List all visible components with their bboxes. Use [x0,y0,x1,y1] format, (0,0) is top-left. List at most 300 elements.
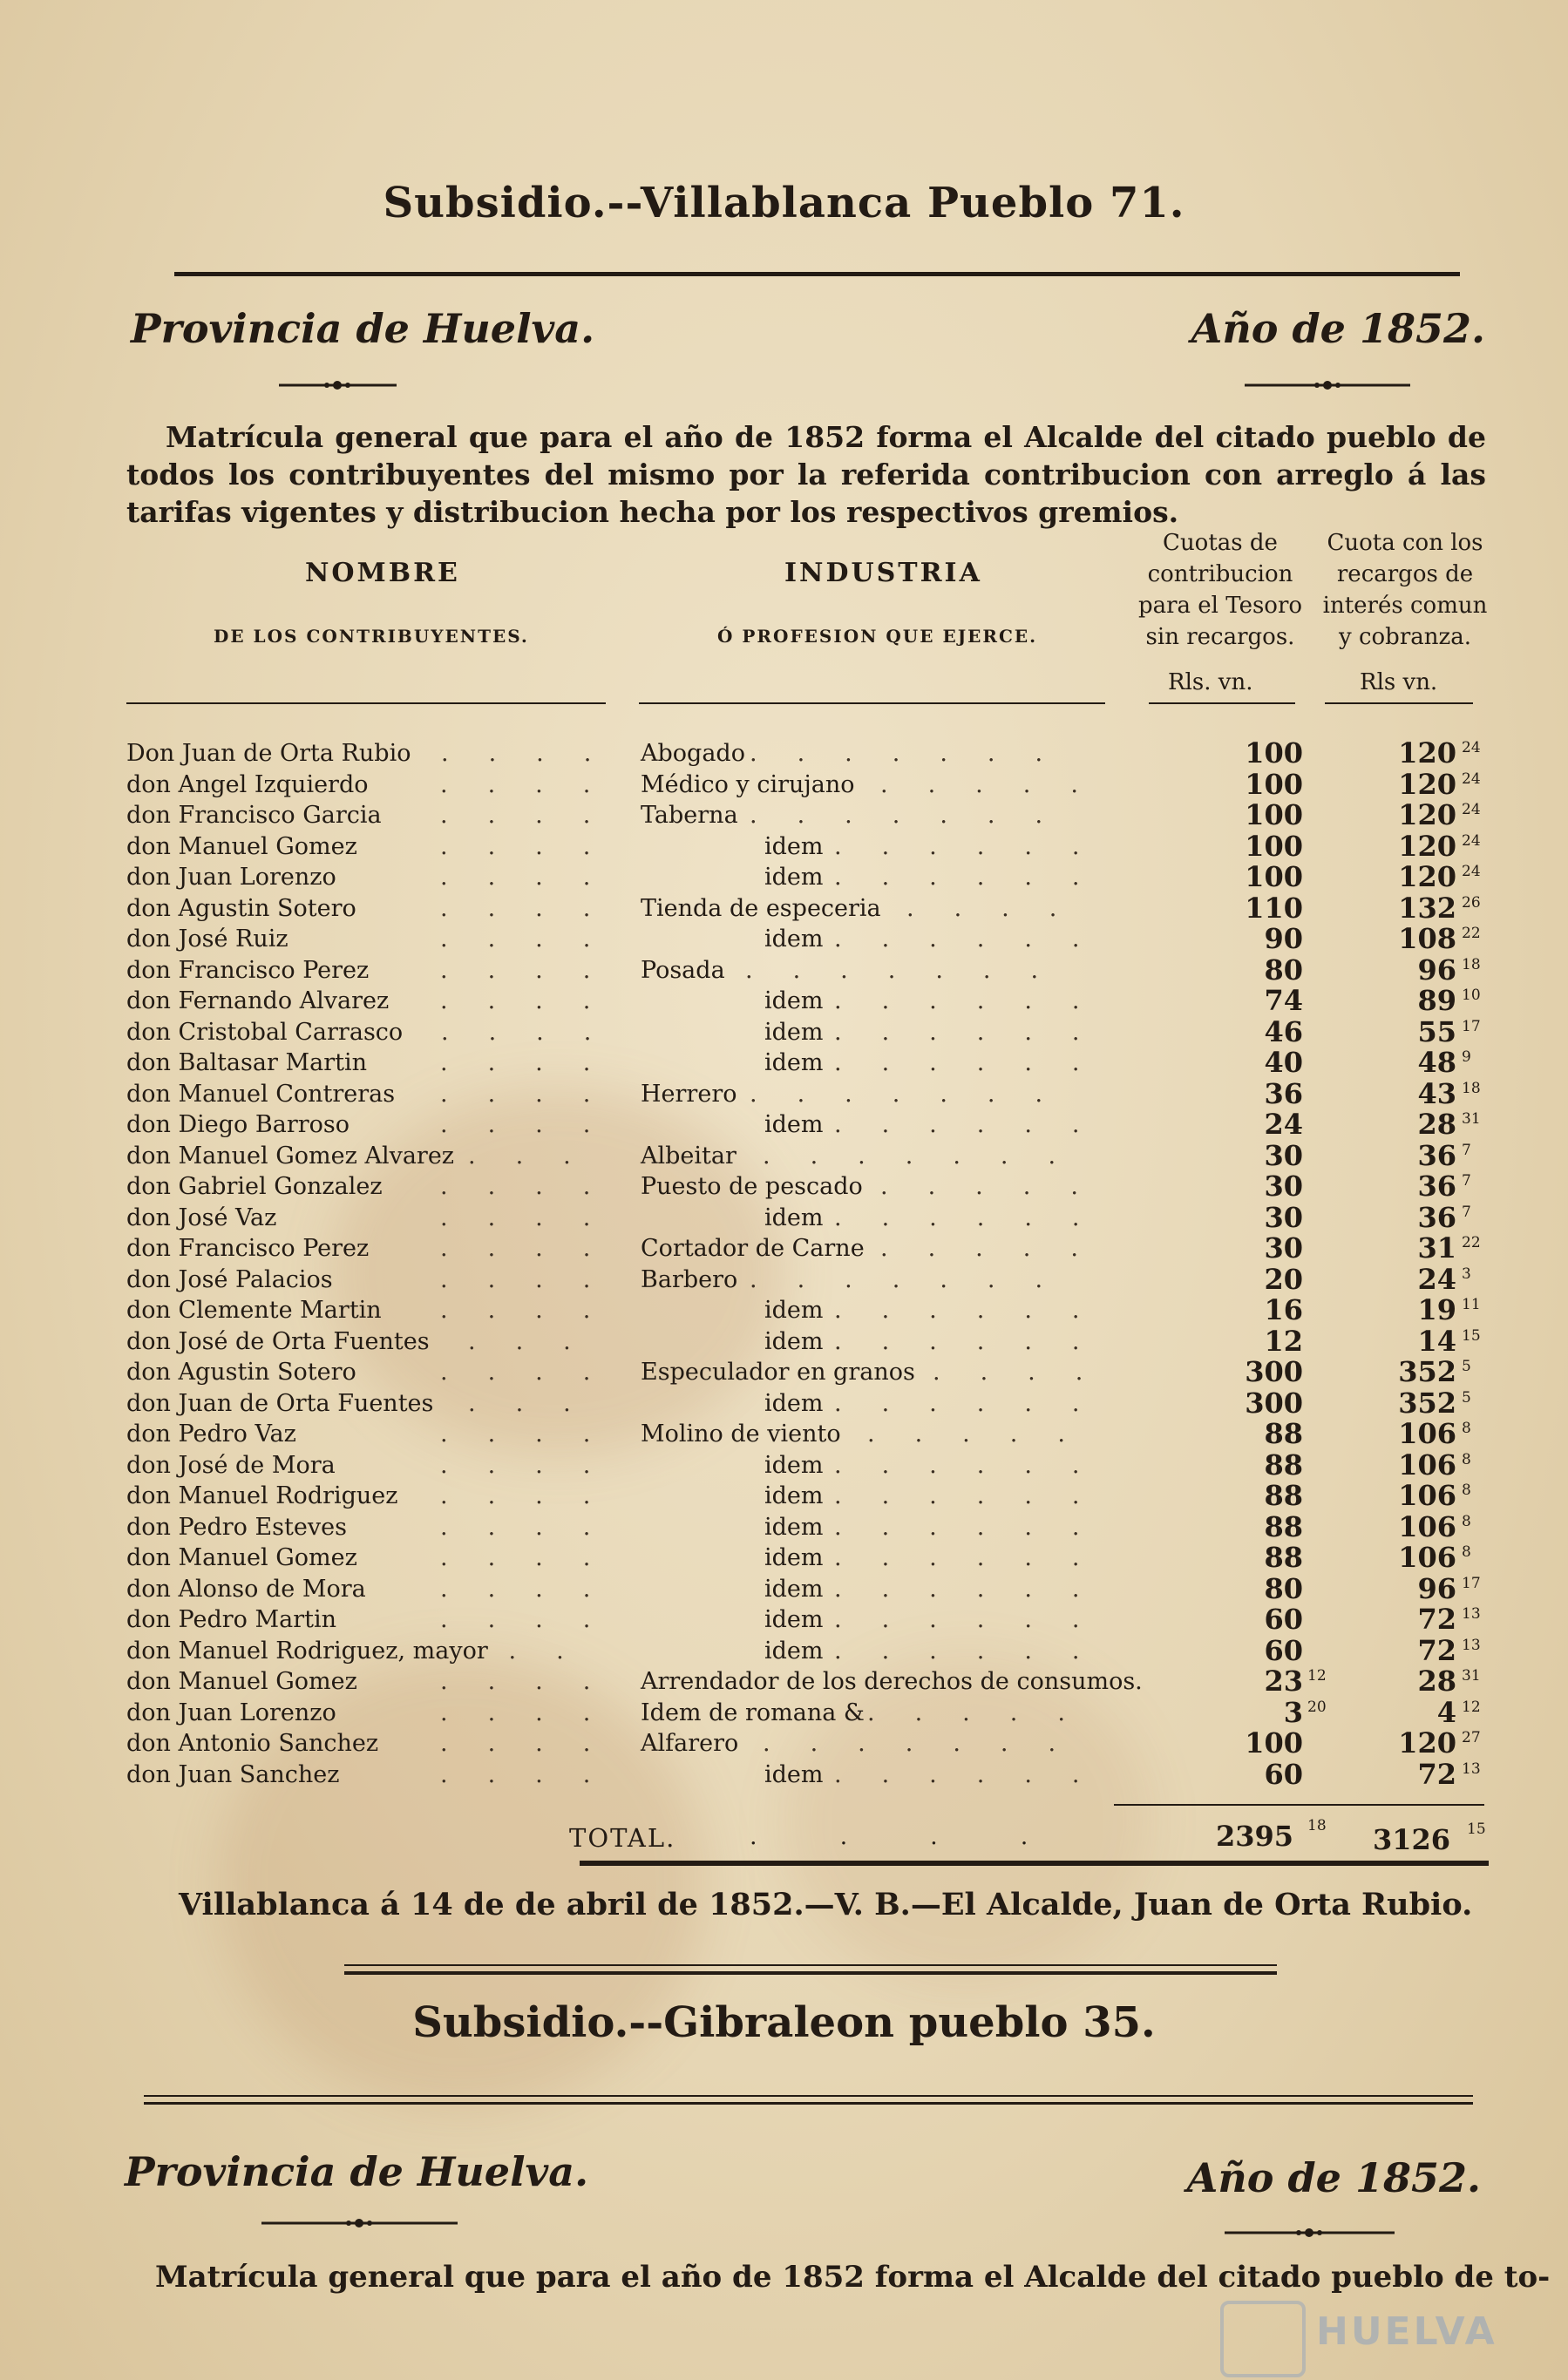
leader-dots: .... [440,1513,631,1541]
header-industria-sub: Ó PROFESION QUE EJERCE. [717,626,1038,647]
industry: idem [764,987,824,1014]
leader-dots: .. [508,1637,604,1665]
leader-dots: ....... [750,802,1083,829]
quota-total: 36 [1417,1200,1456,1234]
quota-base: 88 [1264,1448,1303,1482]
table-row [126,1262,1495,1296]
leader-dots: .... [440,770,631,798]
quota-total-fraction: 15 [1462,1326,1481,1345]
industry: Herrero [641,1080,737,1108]
industry: Taberna [641,802,738,829]
leader-dots: .... [933,1359,1123,1386]
divider [144,2095,1473,2097]
industry: Barbero [641,1265,738,1293]
contributor-name: don Cristobal Carrasco [126,1018,404,1046]
contributor-name: don Francisco Perez [126,956,370,984]
leader-dots: ..... [880,1235,1118,1262]
table-row [126,1171,1495,1203]
leader-dots: ...... [834,832,1120,860]
quota-base: 60 [1264,1603,1303,1636]
watermark-text: HUELVA [1316,2309,1497,2354]
quota-total: 14 [1417,1324,1456,1358]
ornament-divider [261,2218,458,2228]
industry: idem [764,1575,824,1603]
quota-base: 60 [1264,1757,1303,1791]
contributor-name: don José Ruiz [126,926,288,953]
table-row [126,1233,1495,1265]
contributor-name: don Manuel Gomez Alvarez [126,1142,455,1170]
quota-total: 106 [1398,1509,1456,1543]
quota-base: 16 [1264,1293,1303,1326]
industry: Puesto de pescado [641,1173,863,1200]
table-row [126,1450,1495,1482]
quota-base: 80 [1264,1571,1303,1605]
total-q2: 3126 [1373,1823,1451,1856]
quota-base: 88 [1264,1417,1303,1450]
quota-total: 120 [1398,798,1456,831]
quota-base: 3 [1283,1695,1303,1729]
quota-total-fraction: 5 [1462,1358,1471,1375]
contributor-name: don Agustin Sotero [126,1359,356,1386]
table-row [126,1695,1495,1729]
leader-dots: ..... [867,1699,1105,1726]
quota-total: 4 [1436,1695,1456,1729]
table-row [126,955,1495,987]
table-row [126,831,1495,863]
leader-dots: .... [440,1668,631,1695]
quota-total: 352 [1398,1355,1456,1388]
quota-total-fraction: 13 [1462,1605,1481,1623]
industry: idem [764,1018,824,1046]
table-row [126,1571,1495,1605]
quota-total-fraction: 24 [1462,863,1481,880]
ornament-divider [279,380,397,390]
quota-total-fraction: 31 [1462,1667,1481,1685]
table-row [126,1728,1495,1760]
table-row [126,1048,1495,1079]
contributor-name: don Juan Sanchez [126,1760,340,1788]
leader-dots: .... [440,1359,631,1386]
industry: idem [764,1204,824,1231]
quota-base-fraction: 20 [1307,1698,1327,1716]
total-q2-fraction: 15 [1467,1821,1486,1838]
table-row [126,1014,1495,1048]
leader-dots: ....... [763,1730,1096,1757]
leader-dots: .... [441,1018,632,1046]
quota-base: 300 [1245,1355,1303,1388]
table-row [126,1109,1495,1141]
quota-base: 20 [1264,1262,1303,1296]
archive-logo [1220,2301,1306,2377]
contributor-name: don Juan Lorenzo [126,1699,336,1726]
quota-base: 36 [1264,1076,1303,1110]
ornament-divider [1245,380,1410,390]
leader-dots: .... [906,894,1097,922]
leader-dots: .... [440,1265,631,1293]
industry: idem [764,1760,824,1788]
industry: idem [764,926,824,953]
quota-base: 100 [1245,767,1303,801]
contributor-name: don Pedro Vaz [126,1421,296,1448]
leader-dots: .... [440,1111,631,1138]
quota-total-fraction: 8 [1462,1420,1471,1437]
leader-dots: .... [440,1606,631,1633]
quota-total-fraction: 12 [1462,1698,1481,1716]
header-rule [1149,702,1295,704]
quota-total-fraction: 13 [1462,1760,1481,1778]
table-row [126,1419,1495,1450]
quota-total: 352 [1398,1386,1456,1420]
unit-rls-1: Rls. vn. [1168,669,1253,695]
quota-total-fraction: 22 [1462,925,1481,942]
quota-total-fraction: 8 [1462,1482,1471,1499]
total-rule [1114,1804,1484,1806]
industry: idem [764,1513,824,1541]
leader-dots: .... [440,832,631,860]
quota-total-fraction: 7 [1462,1141,1471,1159]
contributor-name: don Baltasar Martin [126,1049,367,1076]
leader-dots: .... [440,987,631,1014]
industry: idem [764,1637,824,1665]
quota-base: 23 [1264,1665,1303,1698]
quota-total-fraction: 9 [1462,1048,1471,1066]
leader-dots: ....... [745,956,1079,984]
table-row [126,924,1495,955]
table-row [126,1543,1495,1574]
table-row [126,1076,1495,1110]
industry: idem [764,1451,824,1479]
header-rule [639,702,1105,704]
quota-total-fraction: 8 [1462,1543,1471,1561]
header-cuota-recargos: Cuota con los recargos de interés comun y cobranza. [1322,530,1488,650]
table-row [126,1604,1495,1636]
quota-total: 120 [1398,736,1456,770]
table-row [126,1326,1495,1358]
quota-total-fraction: 17 [1462,1574,1481,1592]
industry: idem [764,864,824,891]
industry: Especulador en granos [641,1359,915,1386]
leader-dots: ...... [834,1760,1120,1788]
contributor-name: don Alonso de Mora [126,1575,366,1603]
table-row [126,1388,1495,1420]
leader-dots: .... [440,926,631,953]
leader-dots: .... [440,864,631,891]
contributor-name: don Manuel Rodriguez [126,1482,398,1509]
quota-total-fraction: 11 [1462,1296,1481,1313]
leader-dots: ...... [834,1297,1120,1324]
contributor-name: don Francisco Garcia [126,802,382,829]
table-row [126,893,1495,925]
quota-total: 120 [1398,767,1456,801]
quota-base-fraction: 12 [1307,1667,1327,1685]
quota-base: 12 [1264,1324,1303,1358]
section-title: Subsidio.--Gibraleon pueblo 35. [412,1998,1156,2047]
contributor-name: don Manuel Gomez [126,832,357,860]
industry: Abogado [641,740,745,767]
quota-total: 132 [1398,891,1456,925]
province-label: Provincia de Huelva. [131,305,595,352]
quota-total: 36 [1417,1170,1456,1203]
leader-dots: ... [468,1142,611,1170]
leader-dots: ... [468,1327,611,1355]
contributor-name: don José Vaz [126,1204,277,1231]
industry: Arrendador de los derechos de consumos. [641,1668,1143,1695]
quota-total: 43 [1417,1076,1456,1110]
leader-dots: .... [440,1760,631,1788]
year-label: Año de 1852. [1191,305,1485,352]
contributor-name: Don Juan de Orta Rubio [126,740,411,767]
quota-base: 30 [1264,1138,1303,1172]
leader-dots: ...... [834,1204,1120,1231]
total-leader-dots: .... [750,1823,1111,1850]
industry: Posada [641,956,725,984]
leader-dots: ...... [834,987,1120,1014]
leader-dots: ...... [834,1575,1120,1603]
leader-dots: .... [440,956,631,984]
quota-total: 120 [1398,1726,1456,1760]
total-q1-fraction: 18 [1307,1817,1327,1834]
quota-base: 110 [1245,891,1303,925]
double-rule [344,1964,1277,1966]
intro-paragraph: Matrícula general que para el año de 1852 forma el Alcalde del citado pueblo de to- [155,2260,1551,2295]
leader-dots: ....... [750,1265,1083,1293]
industry: Molino de viento [641,1421,841,1448]
industry: idem [764,1297,824,1324]
contributor-name: don Manuel Gomez [126,1668,357,1695]
quota-total: 106 [1398,1417,1456,1450]
table-row [126,1666,1495,1698]
table-row [126,1357,1495,1388]
leader-dots: .... [440,1080,631,1108]
leader-dots: ...... [834,1513,1120,1541]
unit-rls-2: Rls vn. [1360,669,1438,695]
industry: idem [764,1544,824,1571]
total-q1: 2395 [1216,1820,1294,1853]
leader-dots: ...... [834,1544,1120,1571]
quota-total: 24 [1417,1262,1456,1296]
contributor-name: don Agustin Sotero [126,894,356,922]
quota-total-fraction: 27 [1462,1729,1481,1746]
table-row [126,986,1495,1017]
leader-dots: .... [441,740,632,767]
leader-dots: ...... [834,1389,1120,1417]
industry: Idem de romana & [641,1699,865,1726]
quota-total-fraction: 8 [1462,1512,1471,1530]
quota-base: 100 [1245,798,1303,831]
contributor-name: don Pedro Martin [126,1606,336,1633]
industry: idem [764,832,824,860]
quota-total-fraction: 22 [1462,1234,1481,1251]
industry: Médico y cirujano [641,770,855,798]
leader-dots: ...... [834,864,1120,891]
header-rule [126,702,606,704]
leader-dots: ...... [834,1637,1120,1665]
quota-total: 96 [1417,1571,1456,1605]
quota-total: 120 [1398,829,1456,863]
table-row [126,800,1495,831]
table-row [126,1481,1495,1512]
industry: Albeitar [641,1142,736,1170]
leader-dots: .... [440,1235,631,1262]
quota-base: 30 [1264,1200,1303,1234]
leader-dots: ....... [750,740,1083,767]
industry: Alfarero [641,1730,739,1757]
quota-total-fraction: 24 [1462,770,1481,788]
industry: idem [764,1111,824,1138]
table-row [126,1138,1495,1172]
leader-dots: .... [440,1482,631,1509]
leader-dots: .... [440,802,631,829]
leader-dots: .... [440,1575,631,1603]
quota-base: 88 [1264,1479,1303,1512]
contributor-name: don Antonio Sanchez [126,1730,379,1757]
leader-dots: ... [468,1389,611,1417]
quota-total: 36 [1417,1138,1456,1172]
contributor-name: don Fernando Alvarez [126,987,390,1014]
quota-base: 88 [1264,1541,1303,1574]
table-row [126,738,1495,770]
table-row [126,1633,1495,1667]
table-row [126,1757,1495,1791]
industry: idem [764,1389,824,1417]
contributor-name: don José de Orta Fuentes [126,1327,430,1355]
contributor-name: don Manuel Gomez [126,1544,357,1571]
industry: Cortador de Carne [641,1235,865,1262]
quota-total-fraction: 10 [1462,987,1481,1004]
quota-total: 106 [1398,1479,1456,1512]
quota-base: 80 [1264,953,1303,987]
table-row [126,1200,1495,1234]
industry: idem [764,1327,824,1355]
leader-dots: ...... [834,1111,1120,1138]
divider [144,2102,1473,2105]
quota-total: 28 [1417,1665,1456,1698]
header-rule [1325,702,1473,704]
contributor-name: don Francisco Perez [126,1235,370,1262]
leader-dots: .... [440,1173,631,1200]
quota-total-fraction: 31 [1462,1110,1481,1128]
quota-total: 55 [1417,1014,1456,1048]
leader-dots: ...... [834,1606,1120,1633]
quota-total-fraction: 5 [1462,1388,1471,1407]
province-label: Provincia de Huelva. [125,2148,589,2195]
leader-dots: .... [440,1544,631,1571]
year-label: Año de 1852. [1186,2154,1481,2201]
quota-total-fraction: 24 [1462,739,1481,756]
leader-dots: ..... [880,770,1118,798]
contributor-name: don Clemente Martin [126,1297,382,1324]
quota-base: 60 [1264,1633,1303,1667]
double-rule [344,1971,1277,1975]
leader-dots: ...... [834,1482,1120,1509]
quota-base: 100 [1245,829,1303,863]
quota-total: 72 [1417,1757,1456,1791]
leader-dots: ...... [834,926,1120,953]
quota-total: 120 [1398,860,1456,893]
leader-dots: .... [440,1049,631,1076]
signature-line: Villablanca á 14 de de abril de 1852.—V. B.—El Alcalde, Juan de Orta Rubio. [179,1887,1473,1922]
quota-base: 40 [1264,1046,1303,1079]
quota-total: 106 [1398,1541,1456,1574]
contributor-name: don Manuel Contreras [126,1080,396,1108]
total-label: TOTAL. [569,1823,676,1853]
quota-total-fraction: 24 [1462,801,1481,818]
quota-base: 88 [1264,1509,1303,1543]
table-row [126,862,1495,893]
quota-total-fraction: 7 [1462,1203,1471,1221]
total-bottom-rule [580,1861,1489,1866]
table-row [126,1295,1495,1326]
industry: idem [764,1049,824,1076]
contributor-name: don José de Mora [126,1451,336,1479]
contributor-name: don Manuel Rodriguez, mayor [126,1637,488,1665]
intro-paragraph: Matrícula general que para el año de 1852 forma el Alcalde del citado pueblo de todos los contribuyentes del mismo por la referida contribucion con arreglo á las tarifas vigentes y distribucion hecha por los respectivos gremios. [126,420,1486,529]
leader-dots: ...... [834,1327,1120,1355]
quota-base: 100 [1245,860,1303,893]
leader-dots: ...... [834,1049,1120,1076]
quota-total: 31 [1417,1231,1456,1265]
quota-base: 300 [1245,1386,1303,1420]
leader-dots: ..... [867,1421,1105,1448]
industry: Tienda de especeria [641,894,881,922]
leader-dots: ...... [834,1018,1120,1046]
quota-total: 28 [1417,1108,1456,1141]
quota-total: 72 [1417,1603,1456,1636]
section-title: Subsidio.--Villablanca Pueblo 71. [383,179,1185,227]
quota-total: 19 [1417,1293,1456,1326]
divider [174,272,1460,276]
leader-dots: ....... [763,1142,1096,1170]
header-nombre-sub: DE LOS CONTRIBUYENTES. [214,626,529,647]
quota-base: 90 [1264,922,1303,955]
quota-total: 89 [1417,984,1456,1017]
quota-base: 100 [1245,736,1303,770]
quota-total-fraction: 7 [1462,1172,1471,1190]
contributor-name: don Gabriel Gonzalez [126,1173,383,1200]
contributor-name: don Angel Izquierdo [126,770,369,798]
header-cuotas: Cuotas de contribucion para el Tesoro sin recargos. [1137,530,1303,650]
contributor-name: don Juan de Orta Fuentes [126,1389,434,1417]
ornament-divider [1225,2227,1395,2238]
leader-dots: .... [440,1204,631,1231]
quota-base: 30 [1264,1231,1303,1265]
quota-total: 106 [1398,1448,1456,1482]
industry: idem [764,1482,824,1509]
leader-dots: .... [440,1297,631,1324]
header-nombre: NOMBRE [305,558,460,588]
leader-dots: ....... [750,1080,1083,1108]
leader-dots: .... [440,1421,631,1448]
industry: idem [764,1606,824,1633]
quota-total-fraction: 3 [1462,1265,1471,1283]
contributor-name: don Diego Barroso [126,1111,350,1138]
quota-base: 100 [1245,1726,1303,1760]
quota-total-fraction: 26 [1462,893,1481,912]
quota-total: 48 [1417,1046,1456,1079]
leader-dots: .... [440,894,631,922]
quota-base: 46 [1264,1014,1303,1048]
leader-dots: ...... [834,1451,1120,1479]
contributor-name: don Juan Lorenzo [126,864,336,891]
contributor-name: don Pedro Esteves [126,1513,347,1541]
quota-total-fraction: 17 [1462,1017,1481,1035]
header-industria: INDUSTRIA [784,558,982,588]
quota-base: 74 [1264,984,1303,1017]
quota-total-fraction: 13 [1462,1636,1481,1654]
leader-dots: .... [440,1730,631,1757]
contributor-name: don José Palacios [126,1265,333,1293]
leader-dots: ..... [880,1173,1118,1200]
